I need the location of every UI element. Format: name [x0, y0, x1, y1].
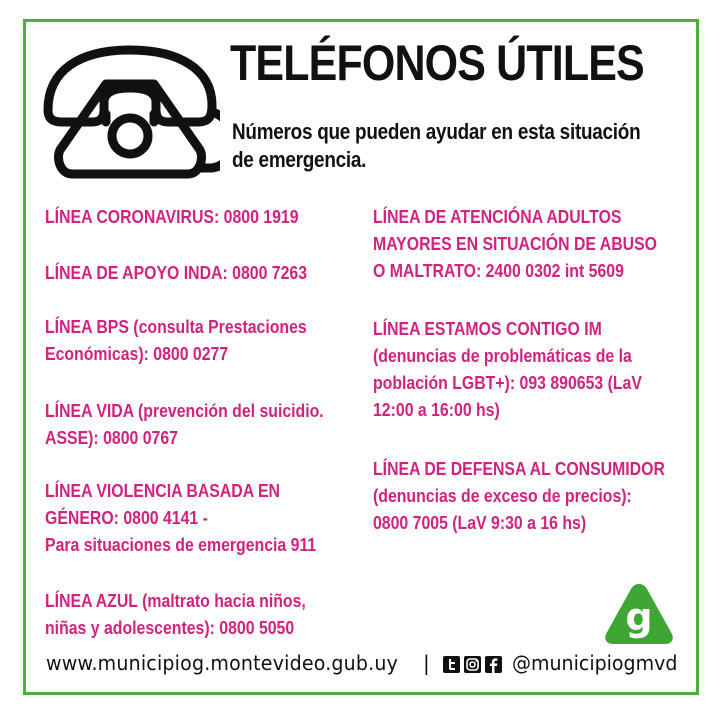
subtitle-line: Números que pueden ayudar en esta situación [232, 119, 641, 144]
entry-line: O MALTRATO: 2400 0302 int 5609 [373, 261, 624, 281]
phone-entry-inda [45, 260, 307, 287]
phone-entry-azul [45, 588, 306, 642]
entry-line: LÍNEA BPS (consulta Prestaciones [45, 317, 307, 337]
page-title: TELÉFONOS ÚTILES [230, 35, 644, 91]
entry-line: LÍNEA DE DEFENSA AL CONSUMIDOR [373, 459, 665, 479]
phone-entry-estamos-contigo [373, 316, 642, 424]
entry-line: MAYORES EN SITUACIÓN DE ABUSO [373, 234, 657, 254]
page-subtitle [232, 118, 645, 174]
phone-entry-coronavirus [45, 204, 299, 231]
phone-entry-violencia-genero [45, 478, 316, 559]
instagram-icon[interactable] [464, 656, 481, 673]
facebook-icon[interactable] [485, 656, 502, 673]
municipio-g-logo [603, 580, 675, 646]
entry-line: LÍNEA VIDA (prevención del suicidio. [45, 401, 324, 421]
entry-line: LÍNEA VIOLENCIA BASADA EN [45, 481, 280, 501]
social-handle[interactable]: @municipiogmvd [512, 651, 678, 675]
phone-entry-bps [45, 314, 307, 368]
subtitle-line: de emergencia. [232, 147, 367, 172]
entry-line: LÍNEA AZUL (maltrato hacia niños, [45, 591, 306, 611]
phone-entry-defensa-consumidor [373, 456, 665, 537]
entry-line: (denuncias de exceso de precios): [373, 486, 632, 506]
entry-line: ASSE): 0800 0767 [45, 428, 178, 448]
phone-entry-adultos-mayores [373, 204, 657, 285]
twitter-icon[interactable] [443, 656, 460, 673]
footer-separator: | [423, 651, 430, 675]
svg-text:g: g [625, 595, 653, 639]
entry-line: LÍNEA DE ATENCIÓNA ADULTOS [373, 207, 622, 227]
entry-line: Económicas): 0800 0277 [45, 344, 229, 364]
entry-line: LÍNEA ESTAMOS CONTIGO IM [373, 319, 602, 339]
entry-line: LÍNEA CORONAVIRUS: 0800 1919 [45, 207, 299, 227]
entry-line: 12:00 a 16:00 hs) [373, 400, 500, 420]
entry-line: población LGBT+): 093 890653 (LaV [373, 373, 642, 393]
website-link[interactable]: www.municipiog.montevideo.gub.uy [46, 651, 399, 675]
entry-line: niñas y adolescentes): 0800 5050 [45, 618, 295, 638]
phone-entry-vida [45, 398, 324, 452]
entry-line: LÍNEA DE APOYO INDA: 0800 7263 [45, 263, 308, 283]
entry-line: 0800 7005 (LaV 9:30 a 16 hs) [373, 513, 587, 533]
telephone-icon [40, 40, 220, 180]
entry-line: GÉNERO: 0800 4141 - [45, 508, 208, 528]
entry-line: Para situaciones de emergencia 911 [45, 535, 317, 555]
entry-line: (denuncias de problemáticas de la [373, 346, 632, 366]
